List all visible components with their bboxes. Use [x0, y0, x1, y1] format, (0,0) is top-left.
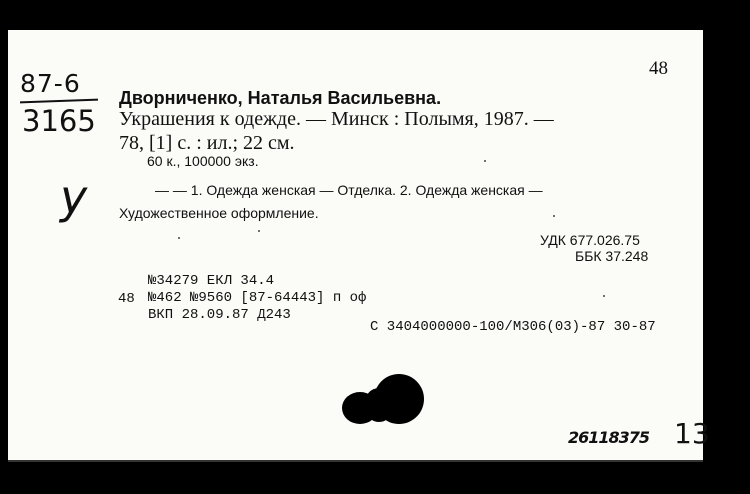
handwritten-inventory-number: 26118375: [568, 428, 650, 447]
author-heading: Дворниченко, Наталья Васильевна.: [119, 88, 442, 108]
subject-headings: — — 1. Одежда женская — Отделка. 2. Одежда женская —: [155, 182, 543, 198]
price-circulation: 60 к., 100000 экз.: [147, 153, 259, 169]
card-bottom-edge: [8, 460, 703, 462]
physical-description: 78, [1] с. : ил.; 22 см.: [119, 132, 295, 154]
subject-headings-continued: Художественное оформление.: [119, 205, 319, 221]
call-number-bottom: 3165: [22, 104, 96, 138]
registration-prefix: 48: [118, 291, 135, 307]
registration-line-1: №34279 ЕКЛ 34.4: [148, 273, 275, 289]
registration-line-3: ВКП 28.09.87 Д243: [148, 307, 291, 323]
title-statement: Украшения к одежде. — Минск : Полымя, 1987. —: [119, 108, 554, 130]
bbk-code: ББК 37.248: [575, 248, 649, 264]
margin-handwritten-mark: y: [60, 170, 88, 224]
registration-line-2: №462 №9560 [87-64443] п оф: [148, 290, 367, 306]
call-number-top: 87-6: [20, 69, 81, 98]
udc-code: УДК 677.026.75: [540, 232, 640, 248]
page-number: 48: [649, 58, 668, 79]
catalog-card: [8, 30, 710, 462]
handwritten-mark: 13: [674, 417, 710, 450]
call-number-divider: [20, 99, 98, 104]
publisher-code: С 3404000000-100/М306(03)-87 30-87: [370, 319, 656, 335]
